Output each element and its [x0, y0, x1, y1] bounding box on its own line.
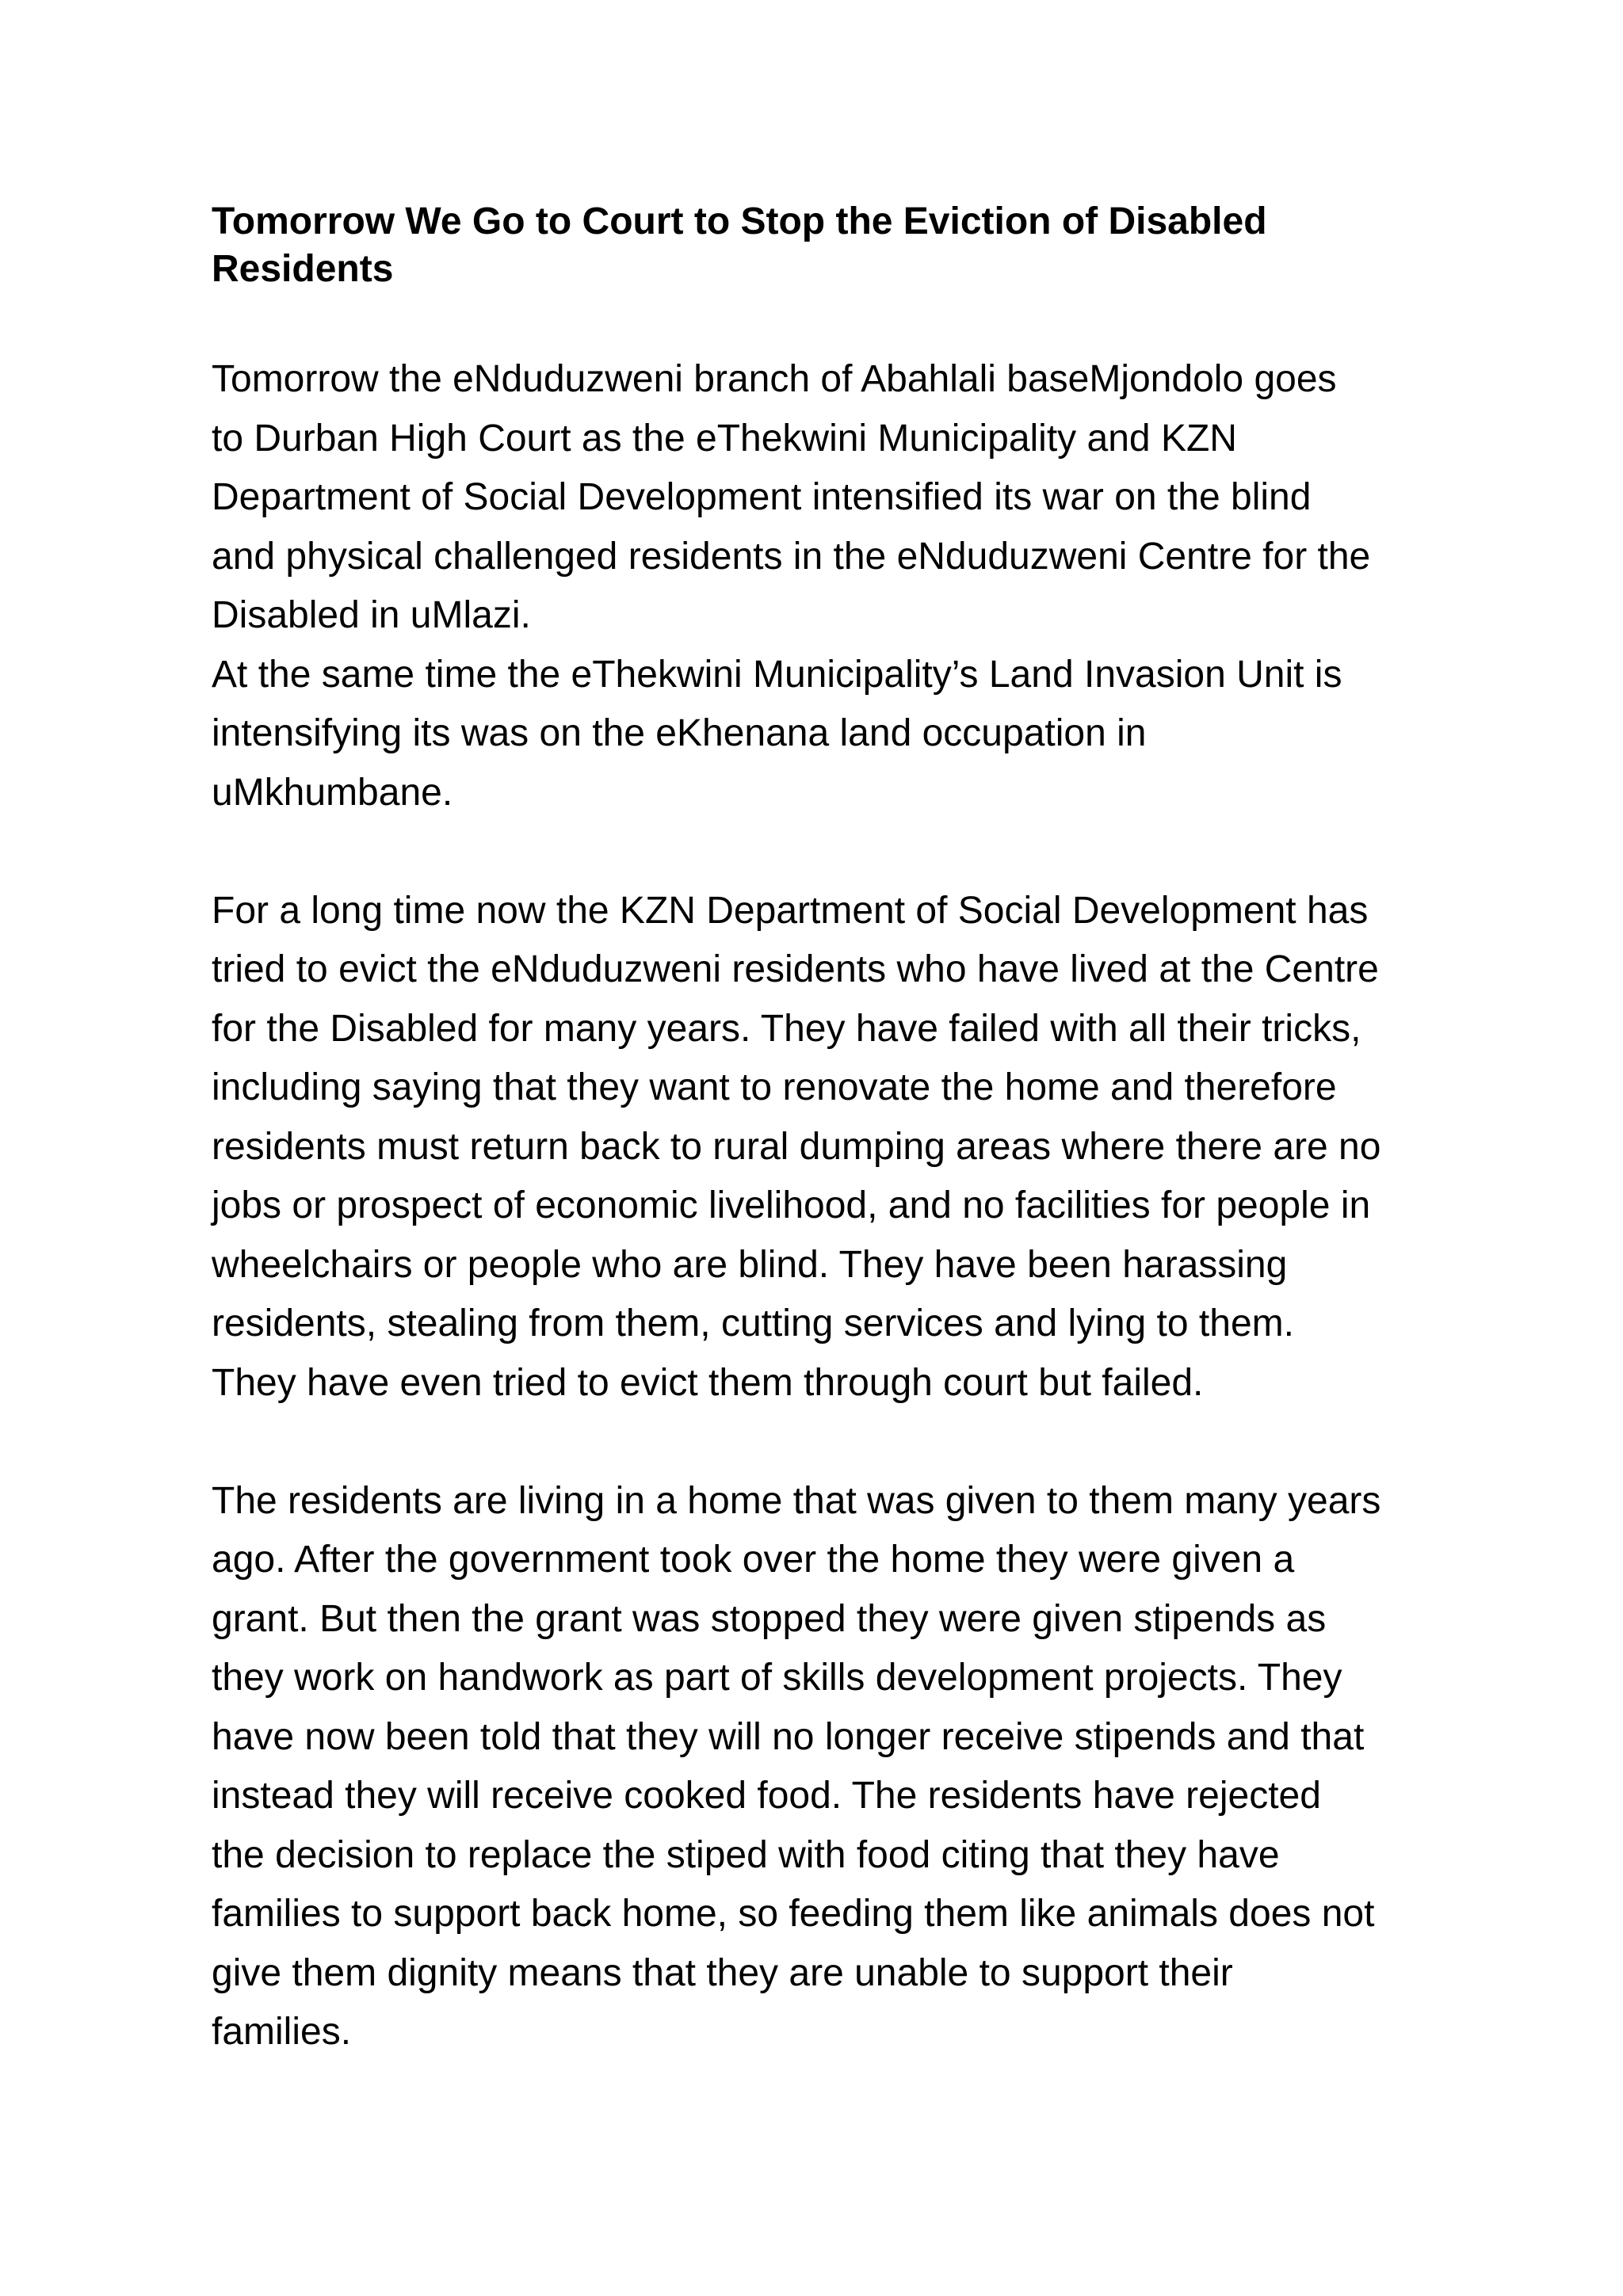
title-line: Tomorrow We Go to Court to Stop the Eviction of Disabled: [212, 200, 1267, 242]
title-line: Residents: [212, 248, 394, 290]
text-line: Tomorrow the eNduduzweni branch of Abahlali baseMjondolo goes: [212, 358, 1337, 400]
text-line: grant. But then the grant was stopped they were given stipends as: [212, 1597, 1327, 1640]
text-line: wheelchairs or people who are blind. They have been harassing: [212, 1243, 1288, 1286]
text-line: uMkhumbane.: [212, 771, 453, 814]
text-line: the decision to replace the stiped with food citing that they have: [212, 1833, 1280, 1876]
text-line: tried to evict the eNduduzweni residents who have lived at the Centre: [212, 948, 1379, 990]
text-line: The residents are living in a home that was given to them many years: [212, 1479, 1381, 1522]
text-line: give them dignity means that they are unable to support their: [212, 1951, 1233, 1994]
text-line: and physical challenged residents in the eNduduzweni Centre for the: [212, 535, 1371, 578]
text-line: Department of Social Development intensified its war on the blind: [212, 476, 1312, 518]
paragraph-spacer: [212, 1413, 1448, 1472]
text-line: families.: [212, 2011, 352, 2053]
text-line: intensifying its was on the eKhenana land occupation in: [212, 712, 1147, 754]
text-line: At the same time the eThekwini Municipality’s Land Invasion Unit is: [212, 653, 1342, 696]
text-line: instead they will receive cooked food. The residents have rejected: [212, 1775, 1321, 1817]
text-line: For a long time now the KZN Department of Social Development has: [212, 889, 1369, 932]
text-line: have now been told that they will no longer receive stipends and that: [212, 1715, 1365, 1758]
text-line: for the Disabled for many years. They have failed with all their tricks,: [212, 1007, 1361, 1050]
text-line: Disabled in uMlazi.: [212, 594, 531, 636]
text-line: families to support back home, so feeding them like animals does not: [212, 1893, 1375, 1935]
text-line: ago. After the government took over the home they were given a: [212, 1539, 1295, 1581]
paragraph-spacer: [212, 822, 1448, 882]
text-line: they work on handwork as part of skills development projects. They: [212, 1657, 1342, 1699]
paragraph-3: [212, 1472, 1448, 2062]
text-line: jobs or prospect of economic livelihood, and no facilities for people in: [212, 1184, 1371, 1226]
text-line: residents, stealing from them, cutting services and lying to them.: [212, 1302, 1294, 1344]
text-line: They have even tried to evict them through court but failed.: [212, 1361, 1204, 1404]
document-title: [212, 198, 1416, 293]
text-line: to Durban High Court as the eThekwini Municipality and KZN: [212, 417, 1237, 460]
paragraph-2: [212, 882, 1448, 1413]
document-body: [212, 198, 1448, 2062]
paragraph-1: [212, 350, 1448, 822]
text-line: residents must return back to rural dumping areas where there are no: [212, 1125, 1381, 1168]
text-line: including saying that they want to renovate the home and therefore: [212, 1066, 1337, 1108]
